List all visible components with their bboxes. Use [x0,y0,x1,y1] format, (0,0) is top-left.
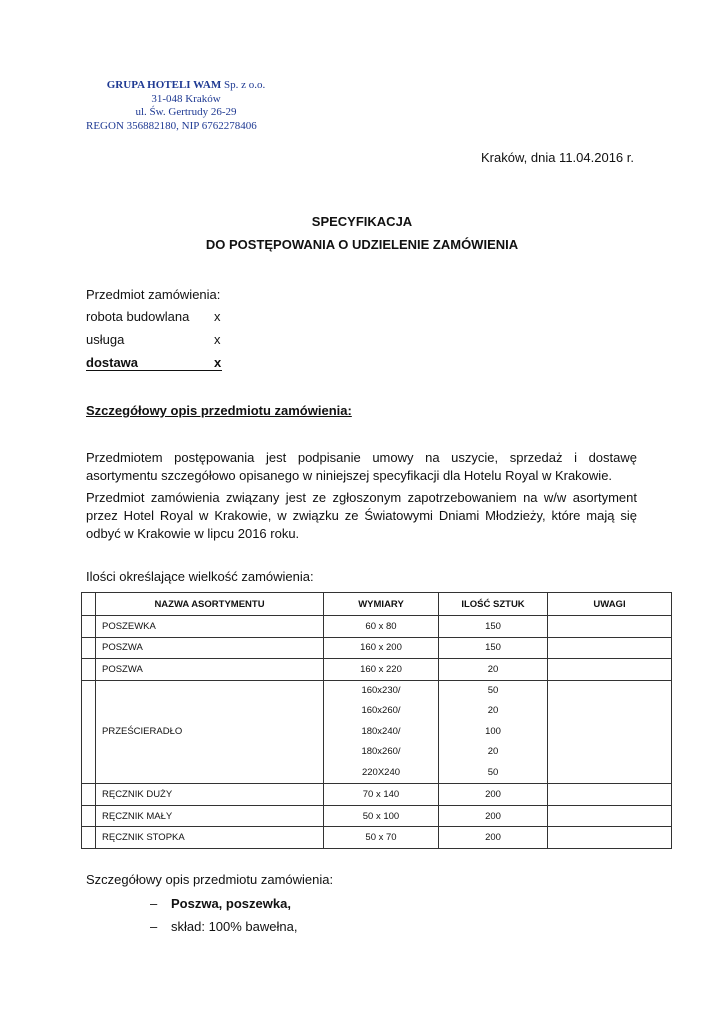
sheet-qty: 100 [485,725,501,737]
sheet-qty: 20 [487,746,499,758]
list-item-text: Poszwa, poszewka, [171,896,291,911]
table-cell-notes [548,616,672,638]
table-cell-name: POSZWA [96,637,324,659]
sheet-dim: 180x260/ [361,746,401,758]
table-cell-qty: 200 [439,827,548,849]
paragraph-1: Przedmiotem postępowania jest podpisanie umowy na uszycie, sprzedaż i dostawę asortymentu szczegółowo opisanego w niniejszej specyfikacji dla Hotelu Royal w Krakowie. [86,450,637,483]
paragraph-2: Przedmiot zamówienia związany jest ze zgłoszonym zapotrzebowaniem na w/w asortyment przez Hotel Royal w Krakowie, w związku ze Światowymi Dniami Młodzieży, które mają się odbyć w Krakowie w lipcu 2016 roku. [86,490,637,541]
table-cell-dims: 160 x 220 [324,659,439,681]
table-header-index [82,593,96,616]
table-row [82,637,672,659]
letterhead [86,79,286,133]
table-row-sheet [82,680,672,784]
sheet-dim: 160x260/ [361,705,401,717]
table-cell-dims: 50 x 70 [324,827,439,849]
table-header-name: NAZWA ASORTYMENTU [96,593,324,616]
detail-heading: Szczegółowy opis przedmiotu zamówienia: [86,403,352,418]
table-header-notes: UWAGI [548,593,672,616]
list-item-text: skład: 100% bawełna, [171,919,298,934]
table-cell-dims: 70 x 140 [324,784,439,806]
subject-option-delivery-label: dostawa [86,355,139,370]
subject-heading: Przedmiot zamówienia: [86,287,221,302]
table-cell-notes [548,659,672,681]
subject-option-delivery-mark: x [214,355,222,370]
sheet-dim: 220X240 [361,766,401,778]
table-cell-dims-stack [324,680,439,784]
table-cell-index [82,680,96,784]
sheet-qty: 50 [487,766,499,778]
company-suffix: Sp. z o.o. [221,79,266,91]
table-cell-qty: 150 [439,637,548,659]
letterhead-postal: 31-048 Kraków [151,92,221,105]
table-cell-name: POSZWA [96,659,324,681]
table-cell-name: PRZEŚCIERADŁO [96,680,324,784]
sheet-dim: 180x240/ [361,725,401,737]
table-cell-index [82,827,96,849]
table-cell-index [82,616,96,638]
table-cell-name: RĘCZNIK MAŁY [96,805,324,827]
subject-option-construction: robota budowlana [86,309,190,324]
company-name: GRUPA HOTELI WAM [106,79,222,91]
place-date: Kraków, dnia 11.04.2016 r. [481,150,634,165]
dash-icon: – [150,919,158,934]
table-cell-notes [548,827,672,849]
table-cell-index [82,805,96,827]
table-cell-notes [548,680,672,784]
table-cell-notes [548,637,672,659]
table-cell-index [82,784,96,806]
table-cell-name: RĘCZNIK DUŻY [96,784,324,806]
table-cell-name: POSZEWKA [96,616,324,638]
letterhead-registry: REGON 356882180, NIP 6762278406 [86,119,257,132]
table-cell-qty: 20 [439,659,548,681]
list-item [150,896,291,911]
table-cell-qty: 200 [439,784,548,806]
table-cell-notes [548,805,672,827]
subject-option-service-mark: x [214,332,221,347]
quantities-table [81,592,672,849]
table-row [82,659,672,681]
doc-title-line2: DO POSTĘPOWANIA O UDZIELENIE ZAMÓWIENIA [205,237,519,252]
table-header-dims: WYMIARY [324,593,439,616]
table-cell-index [82,659,96,681]
table-header-row [82,593,672,616]
dash-icon: – [150,896,158,911]
sheet-qty: 20 [487,705,499,717]
table-row [82,805,672,827]
sheet-dim: 160x230/ [361,684,401,696]
subject-option-delivery [86,355,222,371]
table-row [82,616,672,638]
quantities-heading: Ilości określające wielkość zamówienia: [86,569,314,584]
table-cell-qty: 150 [439,616,548,638]
letterhead-street: ul. Św. Gertrudy 26-29 [135,106,237,118]
table-cell-notes [548,784,672,806]
list-item [150,919,298,934]
table-header-qty: ILOŚĆ SZTUK [439,593,548,616]
table-cell-dims: 50 x 100 [324,805,439,827]
table-cell-dims: 60 x 80 [324,616,439,638]
sheet-qty: 50 [487,684,499,696]
table-cell-qty: 200 [439,805,548,827]
table-cell-index [82,637,96,659]
subject-option-construction-mark: x [214,309,221,324]
table-row [82,827,672,849]
doc-title-line1: SPECYFIKACJA [311,214,413,229]
table-row [82,784,672,806]
table-cell-name: RĘCZNIK STOPKA [96,827,324,849]
subject-option-service: usługa [86,332,125,347]
letterhead-company-line [86,79,286,93]
table-cell-dims: 160 x 200 [324,637,439,659]
table-cell-qty-stack [439,680,548,784]
detail-heading-2: Szczegółowy opis przedmiotu zamówienia: [86,872,334,887]
